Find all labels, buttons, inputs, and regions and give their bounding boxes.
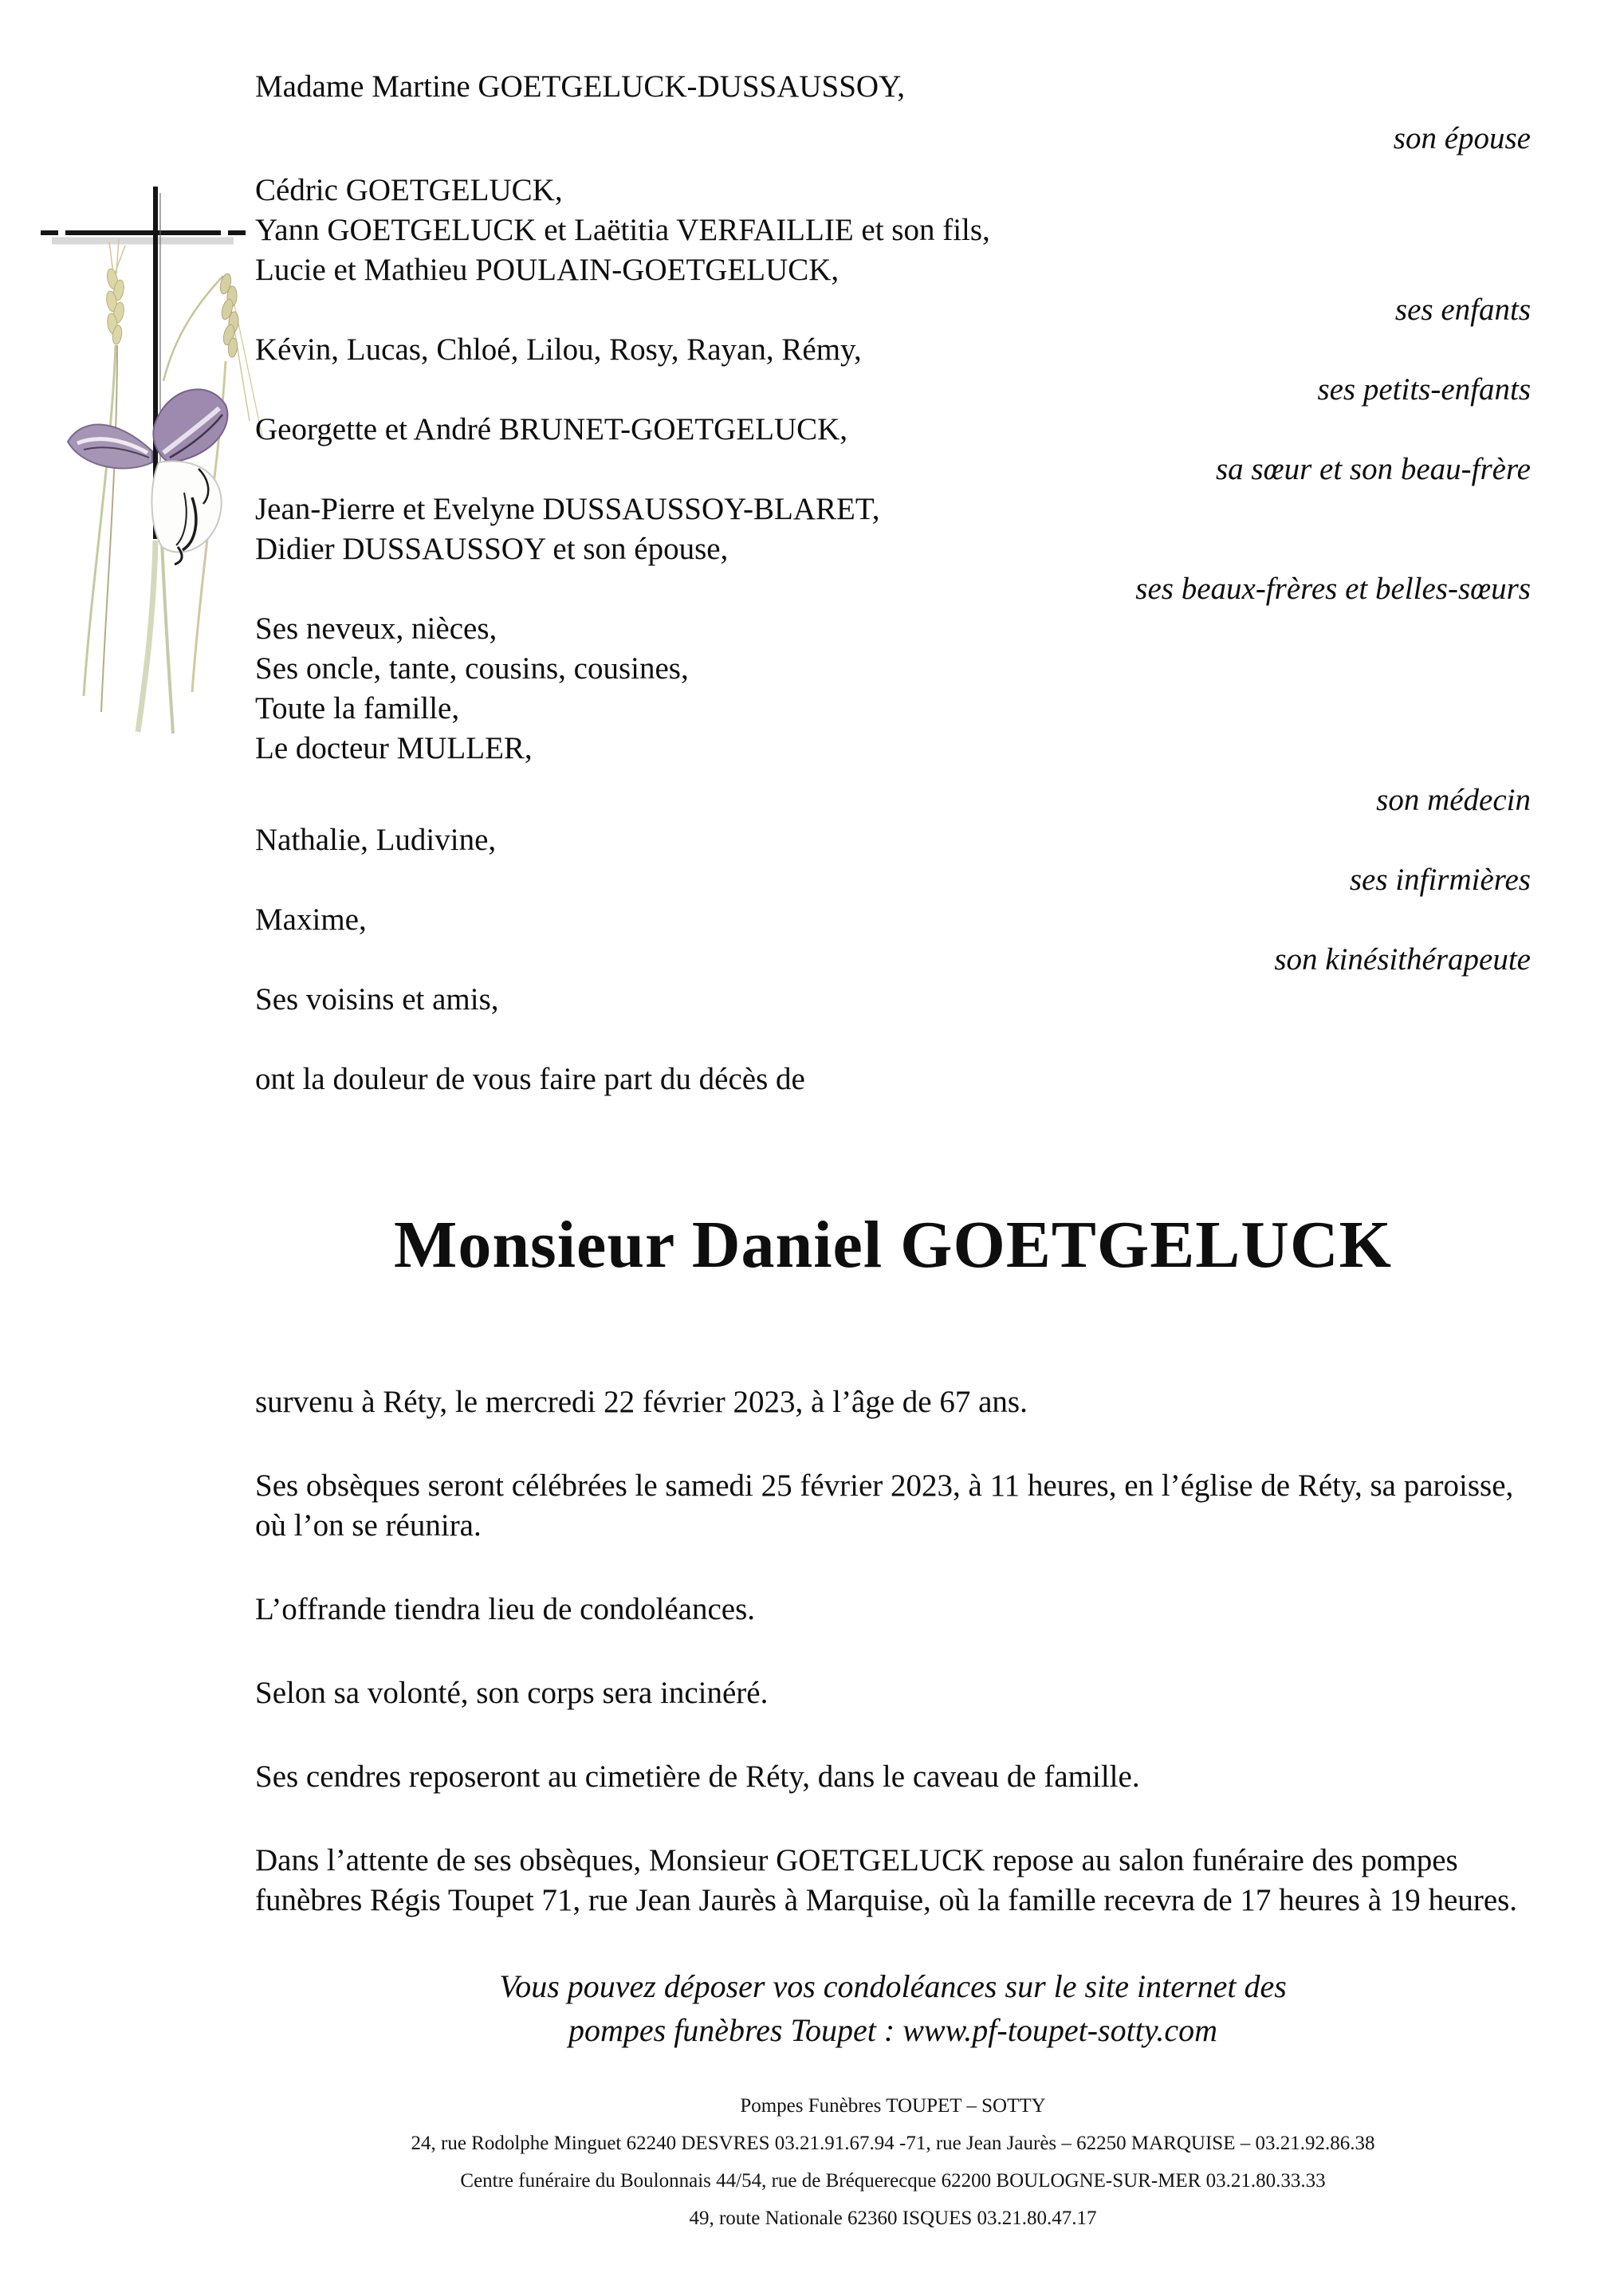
condolence-note-line-1: Vous pouvez déposer vos condoléances sur le site internet des bbox=[499, 1968, 1287, 2004]
death-details-paragraph: survenu à Réty, le mercredi 22 février 2023, à l’âge de 67 ans. bbox=[255, 1385, 1028, 1419]
wheat-stalk-icon bbox=[105, 239, 125, 345]
announcement-line: ont la douleur de vous faire part du décès de bbox=[255, 1062, 805, 1096]
online-condolence-note bbox=[255, 1964, 1531, 2052]
funeral-home-address-2: Centre funéraire du Boulonnais 44/54, rue de Bréquerecque 62200 BOULOGNE-SUR-MER 03.21.80.33.33 bbox=[460, 2170, 1326, 2192]
ashes-paragraph: Ses cendres reposeront au cimetière de Réty, dans le caveau de famille. bbox=[255, 1759, 1140, 1794]
family-line-8: Georgette et André BRUNET-GOETGELUCK, bbox=[255, 412, 848, 446]
funeral-home-footer bbox=[255, 2087, 1531, 2237]
condolence-note-line-2: pompes funèbres Toupet : www.pf-toupet-sotty.com bbox=[568, 2012, 1218, 2048]
family-line-10: Jean-Pierre et Evelyne DUSSAUSSOY-BLARET, bbox=[255, 492, 880, 526]
family-line-4: Lucie et Mathieu POULAIN-GOETGELUCK, bbox=[255, 253, 840, 287]
relation-label-inlaws: ses beaux-frères et belles-sœurs bbox=[1135, 572, 1531, 606]
relation-label-physiotherapist: son kinésithérapeute bbox=[1274, 942, 1531, 977]
relation-label-sister: sa sœur et son beau-frère bbox=[1215, 452, 1531, 486]
funeral-home-name: Pompes Funèbres TOUPET – SOTTY bbox=[740, 2095, 1046, 2117]
relation-label-children: ses enfants bbox=[1394, 293, 1531, 327]
family-line-20: Maxime, bbox=[255, 902, 367, 937]
offering-paragraph: L’offrande tiendra lieu de condoléances. bbox=[255, 1592, 755, 1626]
family-line-2: Cédric GOETGELUCK, bbox=[255, 173, 563, 207]
cross-and-lily-graphic bbox=[36, 182, 275, 745]
relation-label-spouse: son épouse bbox=[1393, 121, 1531, 155]
deceased-name-heading: Monsieur Daniel GOETGELUCK bbox=[394, 1208, 1392, 1282]
family-line-14: Ses oncle, tante, cousins, cousines, bbox=[255, 651, 689, 686]
announcement-content bbox=[255, 67, 1531, 2237]
family-line-11: Didier DUSSAUSSOY et son épouse, bbox=[255, 532, 729, 566]
family-line-0: Madame Martine GOETGELUCK-DUSSAUSSOY, bbox=[255, 69, 905, 104]
funeral-service-paragraph: Ses obsèques seront célébrées le samedi 25 février 2023, à 11 heures, en l’église de Réty, sa paroisse, où l’on se réunira. bbox=[255, 1468, 1514, 1543]
family-line-16: Le docteur MULLER, bbox=[255, 731, 533, 765]
funeral-home-address-1: 24, rue Rodolphe Minguet 62240 DESVRES 03.21.91.67.94 -71, rue Jean Jaurès – 62250 MARQUISE – 03.21.92.86.38 bbox=[411, 2133, 1375, 2154]
family-line-3: Yann GOETGELUCK et Laëtitia VERFAILLIE et son fils, bbox=[255, 213, 990, 247]
visitation-paragraph: Dans l’attente de ses obsèques, Monsieur GOETGELUCK repose au salon funéraire des pompes funèbres Régis Toupet 71, rue Jean Jaurès à Marquise, où la famille recevra de 17 heures à 19 heures. bbox=[255, 1843, 1518, 1917]
calla-lily-icon bbox=[68, 389, 227, 564]
family-line-22: Ses voisins et amis, bbox=[255, 982, 499, 1016]
family-line-18: Nathalie, Ludivine, bbox=[255, 823, 497, 857]
funeral-home-address-3: 49, route Nationale 62360 ISQUES 03.21.80.47.17 bbox=[689, 2208, 1097, 2229]
family-line-15: Toute la famille, bbox=[255, 691, 460, 725]
cremation-paragraph: Selon sa volonté, son corps sera incinéré. bbox=[255, 1676, 769, 1710]
relation-label-grandchildren: ses petits-enfants bbox=[1317, 372, 1531, 407]
family-line-13: Ses neveux, nièces, bbox=[255, 611, 497, 646]
relation-label-doctor: son médecin bbox=[1376, 783, 1531, 817]
relation-label-nurses: ses infirmières bbox=[1349, 863, 1531, 897]
family-line-6: Kévin, Lucas, Chloé, Lilou, Rosy, Rayan, Rémy, bbox=[255, 332, 862, 367]
